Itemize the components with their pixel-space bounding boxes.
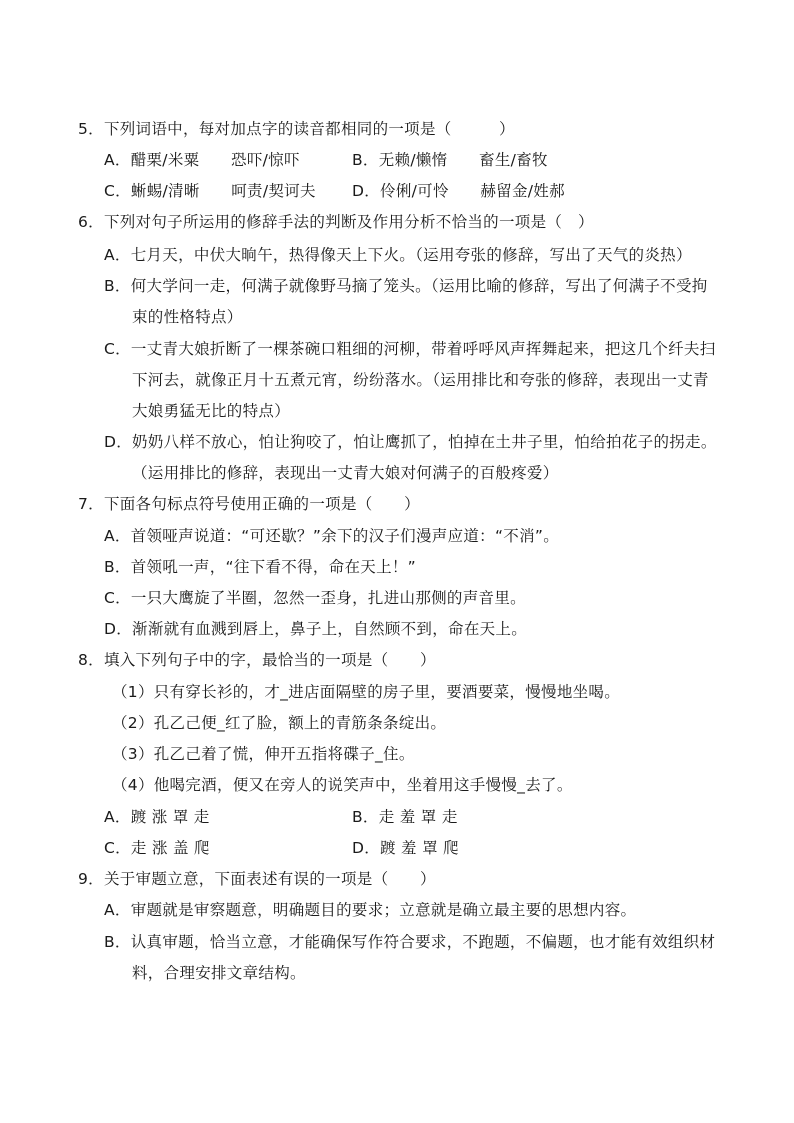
- q6-option-d-line2: （运用排比的修辞，表现出一丈青大娘对何满子的百般疼爱）: [132, 464, 559, 482]
- question-7-stem: 7．下面各句标点符号使用正确的一项是（ ）: [78, 495, 420, 513]
- q6-option-b-line2: 束的性格特点）: [132, 308, 243, 326]
- question-9-stem: 9．关于审题立意，下面表述有误的一项是（ ）: [78, 870, 436, 888]
- question-6-stem: 6．下列对句子所运用的修辞手法的判断及作用分析不恰当的一项是（ ）: [78, 213, 594, 231]
- q9-option-b-line1: B．认真审题，恰当立意，才能确保写作符合要求，不跑题，不偏题，也才能有效组织材: [104, 933, 716, 951]
- q8-option-c: C．走 涨 盖 爬: [104, 839, 210, 857]
- question-5-stem: 5．下列词语中，每对加点字的读音都相同的一项是（ ）: [78, 120, 515, 138]
- q6-option-c-line2: 下河去，就像正月十五煮元宵，纷纷落水。（运用排比和夸张的修辞，表现出一丈青: [132, 371, 709, 389]
- q6-option-c-line1: C．一丈青大娘折断了一棵茶碗口粗细的河柳，带着呼呼风声挥舞起来，把这几个纤夫扫: [104, 340, 716, 358]
- q8-sentence-4: （4）他喝完酒，便又在旁人的说笑声中，坐着用这手慢慢_去了。: [112, 776, 573, 794]
- question-8-stem: 8．填入下列句子中的字，最恰当的一项是（ ）: [78, 651, 436, 669]
- q9-option-a: A．审题就是审察题意，明确题目的要求；立意就是确立最主要的思想内容。: [104, 901, 637, 919]
- q7-option-c: C．一只大鹰旋了半圈，忽然一歪身，扎进山那侧的声音里。: [104, 589, 526, 607]
- q8-sentence-3: （3）孔乙己着了慌，伸开五指将碟子_住。: [112, 745, 415, 763]
- q5-option-b: B．无赖/懒惰 畜生/畜牧: [352, 151, 548, 169]
- q8-sentence-1: （1）只有穿长衫的，才_进店面隔壁的房子里，要酒要菜，慢慢地坐喝。: [112, 683, 621, 701]
- q9-option-b-line2: 料，合理安排文章结构。: [132, 964, 306, 982]
- q7-option-b: B．首领吼一声，“往下看不得，命在天上！”: [104, 558, 416, 576]
- q8-sentence-2: （2）孔乙己便_红了脸，额上的青筋条条绽出。: [112, 714, 447, 732]
- q6-option-d-line1: D．奶奶八样不放心，怕让狗咬了，怕让鹰抓了，怕掉在土井子里，怕给拍花子的拐走。: [104, 433, 717, 451]
- q5-option-a: A．醋栗/米粟 恐吓/惊吓: [104, 151, 300, 169]
- q5-option-c: C．蜥蜴/清晰 呵责/契诃夫: [104, 182, 316, 200]
- q6-option-a: A．七月天，中伏大晌午，热得像天上下火。（运用夸张的修辞，写出了天气的炎热）: [104, 246, 692, 264]
- q6-option-b-line1: B．何大学问一走，何满子就像野马摘了笼头。（运用比喻的修辞，写出了何满子不受拘: [104, 277, 708, 295]
- q8-option-a: A．踱 涨 罩 走: [104, 808, 210, 826]
- q6-option-c-line3: 大娘勇猛无比的特点）: [132, 402, 291, 420]
- q7-option-a: A．首领哑声说道：“可还歇？”余下的汉子们漫声应道：“不消”。: [104, 527, 560, 545]
- q7-option-d: D．渐渐就有血溅到唇上，鼻子上，自然顾不到，命在天上。: [104, 620, 528, 638]
- q8-option-d: D．踱 羞 罩 爬: [352, 839, 459, 857]
- q5-option-d: D．伶俐/可怜 赫留金/姓郝: [352, 182, 565, 200]
- q8-option-b: B．走 羞 罩 走: [352, 808, 458, 826]
